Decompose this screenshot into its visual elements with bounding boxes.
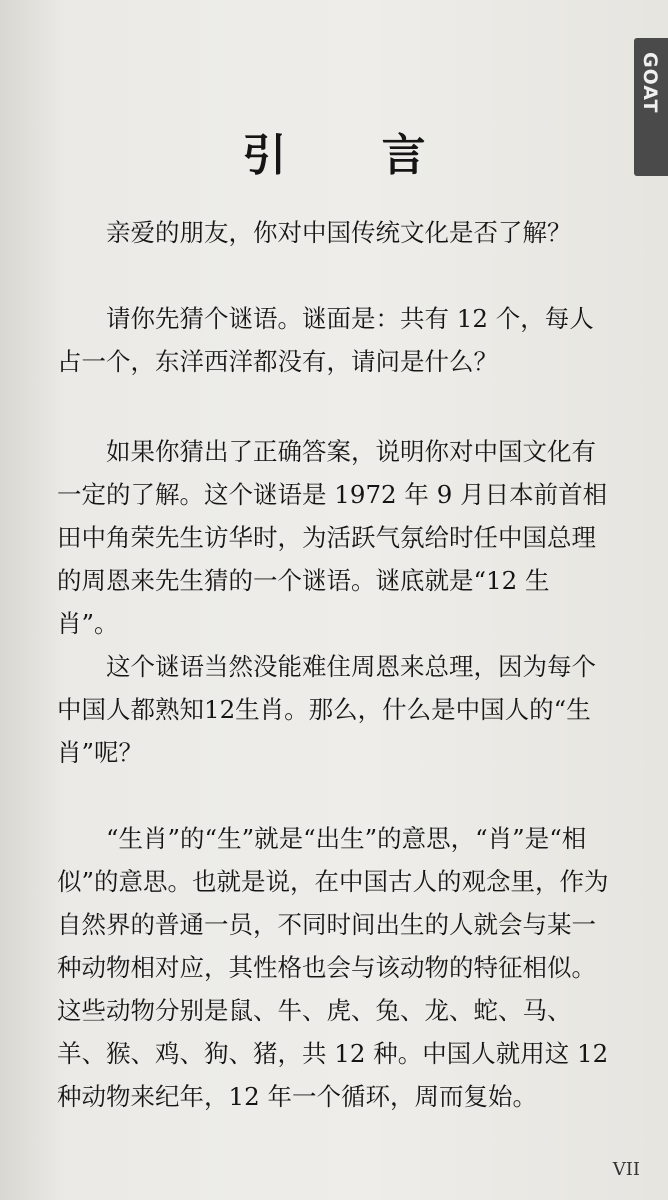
paragraph-answer [57,430,609,645]
paragraph-text: 如果你猜出了正确答案，说明你对中国文化有一定的了解。这个谜语是 1972 年 9 月日本前首相田中角荣先生访华时，为活跃气氛给时任中国总理的周恩来先生猜的一个谜语。谜底就是“12 生肖”。 [57,437,608,638]
paragraph-text: “生肖”的“生”就是“出生”的意思，“肖”是“相似”的意思。也就是说，在中国古人的观念里，作为自然界的普通一员，不同时间出生的人就会与某一种动物相对应，其性格也会与该动物的特征相似。这些动物分别是鼠、牛、虎、兔、龙、蛇、马、羊、猴、鸡、狗、猪，共 12 种。中国人就用这 12 种动物来纪年，12 年一个循环，周而复始。 [57,824,609,1111]
page-title: 引 言 [242,130,466,181]
paragraph-shengxiao-meaning [57,817,609,1118]
paragraph-text: 这个谜语当然没能难住周恩来总理，因为每个中国人都熟知12生肖。那么，什么是中国人的“生肖”呢？ [57,652,596,767]
paragraph-riddle [57,297,609,383]
chapter-side-tab-label: GOAT [639,52,661,114]
paragraph-intro-question [57,211,609,254]
paragraph-zhou-enlai [57,645,609,774]
page-number: VII [612,1159,640,1180]
paragraph-text: 亲爱的朋友，你对中国传统文化是否了解？ [106,218,572,247]
paragraph-text: 请你先猜个谜语。谜面是：共有 12 个，每人占一个，东洋西洋都没有，请问是什么？ [57,304,594,376]
